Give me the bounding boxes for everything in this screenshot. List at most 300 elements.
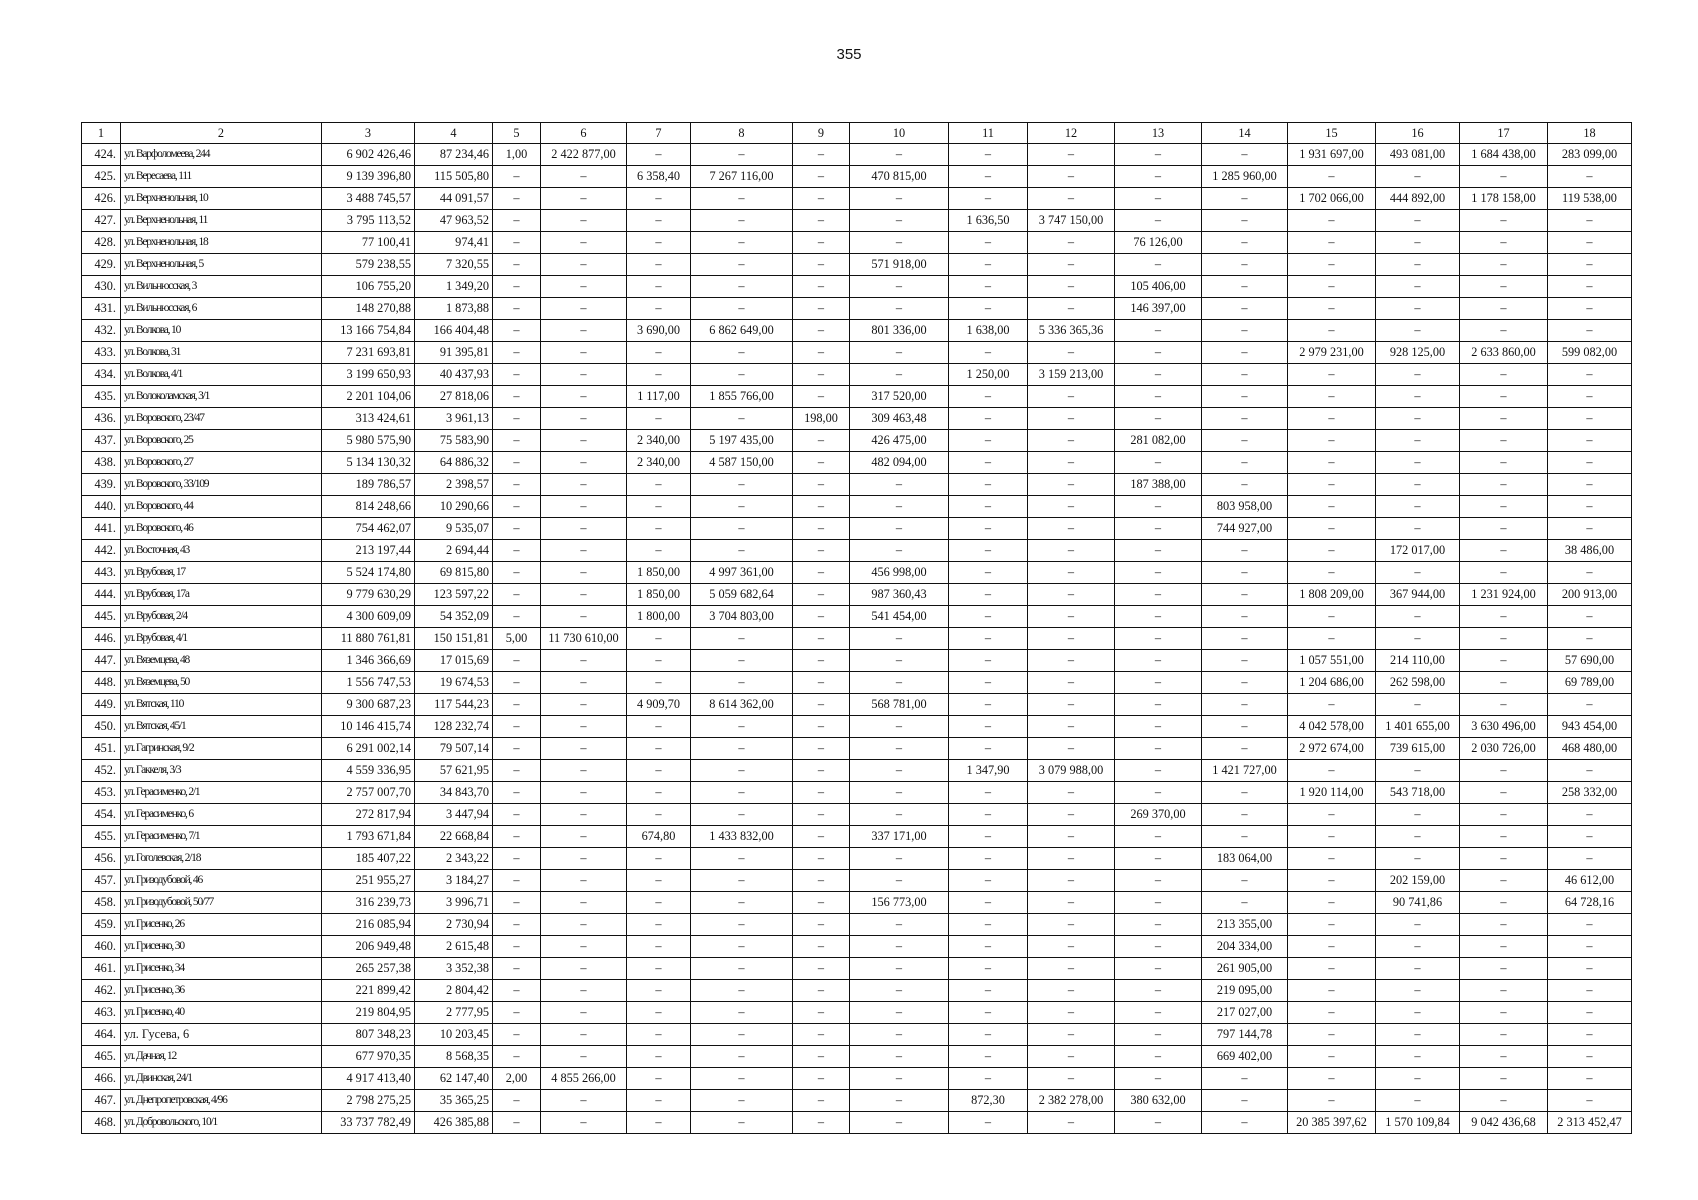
row-number: 431. (82, 298, 121, 320)
empty-cell: – (1115, 650, 1202, 672)
empty-cell: – (691, 628, 793, 650)
value-cell: 202 159,00 (1376, 870, 1460, 892)
empty-cell: – (1202, 188, 1288, 210)
empty-cell: – (1288, 870, 1376, 892)
empty-cell: – (541, 1090, 627, 1112)
empty-cell: – (627, 298, 691, 320)
value-cell: 198,00 (793, 408, 850, 430)
row-number: 442. (82, 540, 121, 562)
empty-cell: – (1376, 760, 1460, 782)
empty-cell: – (1460, 826, 1548, 848)
empty-cell: – (1548, 276, 1632, 298)
value-cell: 8 614 362,00 (691, 694, 793, 716)
empty-cell: – (1288, 1024, 1376, 1046)
empty-cell: – (949, 606, 1028, 628)
empty-cell: – (1028, 1002, 1115, 1024)
amount-cell: 91 395,81 (415, 342, 493, 364)
amount-cell: 2 798 275,25 (322, 1090, 415, 1112)
empty-cell: – (627, 232, 691, 254)
column-header-18: 18 (1548, 123, 1632, 144)
row-number: 432. (82, 320, 121, 342)
empty-cell: – (1376, 980, 1460, 1002)
empty-cell: – (493, 738, 541, 760)
column-header-4: 4 (415, 123, 493, 144)
empty-cell: – (691, 298, 793, 320)
amount-cell: 4 917 413,40 (322, 1068, 415, 1090)
empty-cell: – (1376, 210, 1460, 232)
empty-cell: – (850, 232, 949, 254)
empty-cell: – (793, 892, 850, 914)
empty-cell: – (1548, 606, 1632, 628)
empty-cell: – (691, 672, 793, 694)
empty-cell: – (1028, 914, 1115, 936)
amount-cell: 9 139 396,80 (322, 166, 415, 188)
empty-cell: – (1288, 166, 1376, 188)
amount-cell: 7 231 693,81 (322, 342, 415, 364)
value-cell: 6 862 649,00 (691, 320, 793, 342)
empty-cell: – (493, 474, 541, 496)
empty-cell: – (541, 694, 627, 716)
value-cell: 156 773,00 (850, 892, 949, 914)
empty-cell: – (1115, 1112, 1202, 1134)
empty-cell: – (1028, 166, 1115, 188)
empty-cell: – (541, 298, 627, 320)
table-row (82, 562, 1632, 584)
empty-cell: – (949, 892, 1028, 914)
amount-cell: 34 843,70 (415, 782, 493, 804)
empty-cell: – (1460, 672, 1548, 694)
amount-cell: 1 873,88 (415, 298, 493, 320)
empty-cell: – (850, 716, 949, 738)
empty-cell: – (627, 782, 691, 804)
empty-cell: – (493, 386, 541, 408)
empty-cell: – (1460, 694, 1548, 716)
empty-cell: – (1202, 298, 1288, 320)
empty-cell: – (691, 188, 793, 210)
row-number: 463. (82, 1002, 121, 1024)
empty-cell: – (1548, 254, 1632, 276)
empty-cell: – (1548, 958, 1632, 980)
empty-cell: – (1202, 1090, 1288, 1112)
table-row (82, 320, 1632, 342)
amount-cell: 62 147,40 (415, 1068, 493, 1090)
value-cell: 57 690,00 (1548, 650, 1632, 672)
empty-cell: – (1028, 716, 1115, 738)
empty-cell: – (493, 584, 541, 606)
value-cell: 1 570 109,84 (1376, 1112, 1460, 1134)
amount-cell: 10 146 415,74 (322, 716, 415, 738)
amount-cell: 3 447,94 (415, 804, 493, 826)
value-cell: 2 633 860,00 (1460, 342, 1548, 364)
table-row (82, 452, 1632, 474)
row-number: 440. (82, 496, 121, 518)
row-number: 443. (82, 562, 121, 584)
empty-cell: – (793, 672, 850, 694)
empty-cell: – (627, 408, 691, 430)
column-header-16: 16 (1376, 123, 1460, 144)
table-row (82, 518, 1632, 540)
empty-cell: – (1548, 826, 1632, 848)
empty-cell: – (541, 584, 627, 606)
table-row (82, 1090, 1632, 1112)
empty-cell: – (793, 452, 850, 474)
empty-cell: – (1288, 1002, 1376, 1024)
table-row (82, 1046, 1632, 1068)
empty-cell: – (1115, 1068, 1202, 1090)
empty-cell: – (793, 1024, 850, 1046)
row-number: 462. (82, 980, 121, 1002)
empty-cell: – (541, 188, 627, 210)
empty-cell: – (949, 1024, 1028, 1046)
empty-cell: – (1202, 364, 1288, 386)
empty-cell: – (1460, 848, 1548, 870)
empty-cell: – (850, 1002, 949, 1024)
address-cell: ул. Гризодубовой, 46 (121, 870, 322, 892)
empty-cell: – (1548, 562, 1632, 584)
empty-cell: – (1460, 650, 1548, 672)
empty-cell: – (1028, 848, 1115, 870)
column-header-7: 7 (627, 123, 691, 144)
amount-cell: 4 300 609,09 (322, 606, 415, 628)
value-cell: 599 082,00 (1548, 342, 1632, 364)
empty-cell: – (627, 980, 691, 1002)
empty-cell: – (1288, 936, 1376, 958)
empty-cell: – (850, 1090, 949, 1112)
amount-cell: 807 348,23 (322, 1024, 415, 1046)
value-cell: 571 918,00 (850, 254, 949, 276)
address-cell: ул. Вяземцева, 50 (121, 672, 322, 694)
empty-cell: – (627, 760, 691, 782)
empty-cell: – (493, 232, 541, 254)
empty-cell: – (493, 320, 541, 342)
amount-cell: 19 674,53 (415, 672, 493, 694)
empty-cell: – (1028, 1024, 1115, 1046)
value-cell: 7 267 116,00 (691, 166, 793, 188)
empty-cell: – (1376, 386, 1460, 408)
empty-cell: – (793, 210, 850, 232)
empty-cell: – (850, 298, 949, 320)
address-cell: ул. Герасименко, 6 (121, 804, 322, 826)
row-number: 446. (82, 628, 121, 650)
empty-cell: – (1460, 474, 1548, 496)
address-cell: ул. Вильнюсская, 6 (121, 298, 322, 320)
empty-cell: – (691, 892, 793, 914)
empty-cell: – (1288, 254, 1376, 276)
empty-cell: – (1288, 210, 1376, 232)
empty-cell: – (850, 870, 949, 892)
empty-cell: – (1288, 474, 1376, 496)
amount-cell: 47 963,52 (415, 210, 493, 232)
amount-cell: 219 804,95 (322, 1002, 415, 1024)
value-cell: 4 042 578,00 (1288, 716, 1376, 738)
value-cell: 4 997 361,00 (691, 562, 793, 584)
empty-cell: – (850, 1024, 949, 1046)
address-cell: ул. Вятская, 45/1 (121, 716, 322, 738)
empty-cell: – (949, 342, 1028, 364)
amount-cell: 33 737 782,49 (322, 1112, 415, 1134)
empty-cell: – (1548, 980, 1632, 1002)
empty-cell: – (493, 364, 541, 386)
table-row (82, 1024, 1632, 1046)
empty-cell: – (1028, 474, 1115, 496)
empty-cell: – (1460, 408, 1548, 430)
value-cell: 367 944,00 (1376, 584, 1460, 606)
empty-cell: – (1202, 1112, 1288, 1134)
empty-cell: – (1115, 738, 1202, 760)
row-number: 448. (82, 672, 121, 694)
empty-cell: – (1548, 320, 1632, 342)
empty-cell: – (949, 232, 1028, 254)
empty-cell: – (691, 254, 793, 276)
empty-cell: – (1460, 232, 1548, 254)
empty-cell: – (850, 628, 949, 650)
row-number: 429. (82, 254, 121, 276)
amount-cell: 206 949,48 (322, 936, 415, 958)
value-cell: 1 117,00 (627, 386, 691, 408)
empty-cell: – (949, 1112, 1028, 1134)
empty-cell: – (793, 166, 850, 188)
empty-cell: – (1548, 760, 1632, 782)
empty-cell: – (1202, 738, 1288, 760)
empty-cell: – (850, 958, 949, 980)
empty-cell: – (1548, 1002, 1632, 1024)
empty-cell: – (1202, 452, 1288, 474)
row-number: 459. (82, 914, 121, 936)
address-cell: ул. Воровского, 46 (121, 518, 322, 540)
amount-cell: 13 166 754,84 (322, 320, 415, 342)
empty-cell: – (1288, 298, 1376, 320)
empty-cell: – (1288, 232, 1376, 254)
empty-cell: – (1115, 870, 1202, 892)
empty-cell: – (493, 716, 541, 738)
empty-cell: – (793, 540, 850, 562)
empty-cell: – (1202, 672, 1288, 694)
empty-cell: – (1028, 430, 1115, 452)
empty-cell: – (1460, 606, 1548, 628)
amount-cell: 106 755,20 (322, 276, 415, 298)
amount-cell: 974,41 (415, 232, 493, 254)
empty-cell: – (1376, 848, 1460, 870)
table-row (82, 804, 1632, 826)
value-cell: 4 909,70 (627, 694, 691, 716)
row-number: 449. (82, 694, 121, 716)
empty-cell: – (793, 254, 850, 276)
empty-cell: – (1376, 1090, 1460, 1112)
empty-cell: – (691, 496, 793, 518)
empty-cell: – (1115, 826, 1202, 848)
value-cell: 2 313 452,47 (1548, 1112, 1632, 1134)
empty-cell: – (1288, 562, 1376, 584)
amount-cell: 54 352,09 (415, 606, 493, 628)
value-cell: 1 850,00 (627, 584, 691, 606)
empty-cell: – (541, 936, 627, 958)
empty-cell: – (793, 870, 850, 892)
address-cell: ул. Варфоломеева, 244 (121, 144, 322, 166)
row-number: 430. (82, 276, 121, 298)
amount-cell: 57 621,95 (415, 760, 493, 782)
empty-cell: – (793, 342, 850, 364)
empty-cell: – (1288, 386, 1376, 408)
empty-cell: – (1460, 760, 1548, 782)
empty-cell: – (493, 650, 541, 672)
empty-cell: – (1376, 1046, 1460, 1068)
value-cell: 493 081,00 (1376, 144, 1460, 166)
amount-cell: 1 349,20 (415, 276, 493, 298)
column-header-11: 11 (949, 123, 1028, 144)
empty-cell: – (1288, 958, 1376, 980)
value-cell: 1 931 697,00 (1288, 144, 1376, 166)
empty-cell: – (1028, 672, 1115, 694)
amount-cell: 1 793 671,84 (322, 826, 415, 848)
table-row (82, 232, 1632, 254)
empty-cell: – (1028, 408, 1115, 430)
empty-cell: – (850, 936, 949, 958)
address-cell: ул. Гоголевская, 2/18 (121, 848, 322, 870)
empty-cell: – (850, 518, 949, 540)
empty-cell: – (541, 606, 627, 628)
empty-cell: – (1028, 342, 1115, 364)
empty-cell: – (627, 672, 691, 694)
empty-cell: – (1376, 254, 1460, 276)
empty-cell: – (1202, 232, 1288, 254)
empty-cell: – (1115, 936, 1202, 958)
value-cell: 1 808 209,00 (1288, 584, 1376, 606)
amount-cell: 79 507,14 (415, 738, 493, 760)
empty-cell: – (949, 782, 1028, 804)
empty-cell: – (1460, 1068, 1548, 1090)
value-cell: 2 422 877,00 (541, 144, 627, 166)
row-number: 452. (82, 760, 121, 782)
value-cell: 20 385 397,62 (1288, 1112, 1376, 1134)
value-cell: 3 159 213,00 (1028, 364, 1115, 386)
value-cell: 744 927,00 (1202, 518, 1288, 540)
empty-cell: – (691, 650, 793, 672)
value-cell: 1 401 655,00 (1376, 716, 1460, 738)
value-cell: 1 638,00 (949, 320, 1028, 342)
empty-cell: – (793, 804, 850, 826)
empty-cell: – (493, 1024, 541, 1046)
empty-cell: – (627, 870, 691, 892)
empty-cell: – (1376, 474, 1460, 496)
empty-cell: – (541, 364, 627, 386)
empty-cell: – (1548, 804, 1632, 826)
amount-cell: 7 320,55 (415, 254, 493, 276)
amount-cell: 2 615,48 (415, 936, 493, 958)
row-number: 466. (82, 1068, 121, 1090)
value-cell: 739 615,00 (1376, 738, 1460, 760)
table-row (82, 606, 1632, 628)
empty-cell: – (949, 694, 1028, 716)
empty-cell: – (1288, 364, 1376, 386)
empty-cell: – (793, 848, 850, 870)
empty-cell: – (627, 914, 691, 936)
address-cell: ул. Грисенко, 30 (121, 936, 322, 958)
empty-cell: – (949, 430, 1028, 452)
value-cell: 1 850,00 (627, 562, 691, 584)
address-cell: ул. Вяземцева, 48 (121, 650, 322, 672)
empty-cell: – (1202, 804, 1288, 826)
empty-cell: – (850, 276, 949, 298)
row-number: 460. (82, 936, 121, 958)
value-cell: 2 972 674,00 (1288, 738, 1376, 760)
empty-cell: – (691, 1090, 793, 1112)
data-table (81, 122, 1632, 1134)
empty-cell: – (691, 716, 793, 738)
empty-cell: – (1115, 166, 1202, 188)
empty-cell: – (1460, 980, 1548, 1002)
value-cell: 262 598,00 (1376, 672, 1460, 694)
empty-cell: – (1115, 848, 1202, 870)
empty-cell: – (1028, 386, 1115, 408)
value-cell: 1 347,90 (949, 760, 1028, 782)
empty-cell: – (1028, 870, 1115, 892)
empty-cell: – (949, 144, 1028, 166)
empty-cell: – (1115, 540, 1202, 562)
empty-cell: – (1028, 936, 1115, 958)
value-cell: 64 728,16 (1548, 892, 1632, 914)
amount-cell: 1 346 366,69 (322, 650, 415, 672)
empty-cell: – (1460, 936, 1548, 958)
empty-cell: – (1028, 232, 1115, 254)
value-cell: 5 336 365,36 (1028, 320, 1115, 342)
empty-cell: – (850, 738, 949, 760)
amount-cell: 189 786,57 (322, 474, 415, 496)
empty-cell: – (493, 606, 541, 628)
empty-cell: – (691, 232, 793, 254)
empty-cell: – (793, 386, 850, 408)
amount-cell: 75 583,90 (415, 430, 493, 452)
amount-cell: 2 804,42 (415, 980, 493, 1002)
value-cell: 3 704 803,00 (691, 606, 793, 628)
empty-cell: – (949, 628, 1028, 650)
address-cell: ул. Верхненольная, 18 (121, 232, 322, 254)
empty-cell: – (493, 892, 541, 914)
empty-cell: – (949, 166, 1028, 188)
empty-cell: – (793, 496, 850, 518)
amount-cell: 128 232,74 (415, 716, 493, 738)
amount-cell: 579 238,55 (322, 254, 415, 276)
value-cell: 482 094,00 (850, 452, 949, 474)
table-row (82, 870, 1632, 892)
empty-cell: – (691, 144, 793, 166)
empty-cell: – (1202, 144, 1288, 166)
empty-cell: – (1376, 430, 1460, 452)
amount-cell: 35 365,25 (415, 1090, 493, 1112)
address-cell: ул. Верхненольная, 5 (121, 254, 322, 276)
address-cell: ул. Врубовая, 17а (121, 584, 322, 606)
value-cell: 674,80 (627, 826, 691, 848)
empty-cell: – (1376, 958, 1460, 980)
empty-cell: – (1028, 958, 1115, 980)
value-cell: 283 099,00 (1548, 144, 1632, 166)
table-row (82, 782, 1632, 804)
empty-cell: – (850, 760, 949, 782)
empty-cell: – (1115, 1024, 1202, 1046)
empty-cell: – (1202, 408, 1288, 430)
empty-cell: – (627, 144, 691, 166)
empty-cell: – (493, 782, 541, 804)
value-cell: 213 355,00 (1202, 914, 1288, 936)
value-cell: 281 082,00 (1115, 430, 1202, 452)
value-cell: 76 126,00 (1115, 232, 1202, 254)
column-header-13: 13 (1115, 123, 1202, 144)
value-cell: 269 370,00 (1115, 804, 1202, 826)
amount-cell: 69 815,80 (415, 562, 493, 584)
empty-cell: – (1288, 826, 1376, 848)
value-cell: 1 800,00 (627, 606, 691, 628)
empty-cell: – (1028, 826, 1115, 848)
amount-cell: 185 407,22 (322, 848, 415, 870)
